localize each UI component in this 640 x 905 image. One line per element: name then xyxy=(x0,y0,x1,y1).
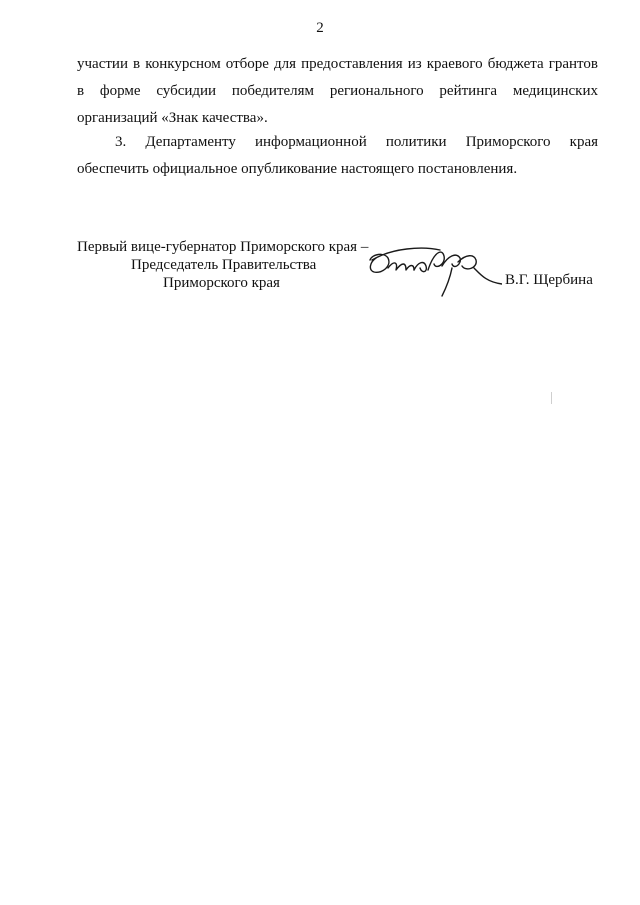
paragraph-line: участии в конкурсном отборе для предоставления из краевого бюджета грантов xyxy=(77,56,598,72)
signatory-title-line: Первый вице-губернатор Приморского края – xyxy=(77,239,369,255)
paragraph-line: 3. Департаменту информационной политики Приморского края xyxy=(115,134,598,150)
paragraph-line: организаций «Знак качества». xyxy=(77,110,268,126)
paragraph-grants xyxy=(77,51,598,132)
signatory-title-line: Приморского края xyxy=(163,275,280,291)
paragraph-publication xyxy=(77,129,598,183)
page-number: 2 xyxy=(316,20,324,36)
signer-name: В.Г. Щербина xyxy=(505,272,593,288)
handwritten-signature xyxy=(362,240,502,302)
paragraph-line: в форме субсидии победителям регионального рейтинга медицинских xyxy=(77,83,598,99)
signatory-title-line: Председатель Правительства xyxy=(131,257,317,273)
scan-artifact xyxy=(551,392,552,404)
paragraph-line: обеспечить официальное опубликование настоящего постановления. xyxy=(77,161,518,177)
